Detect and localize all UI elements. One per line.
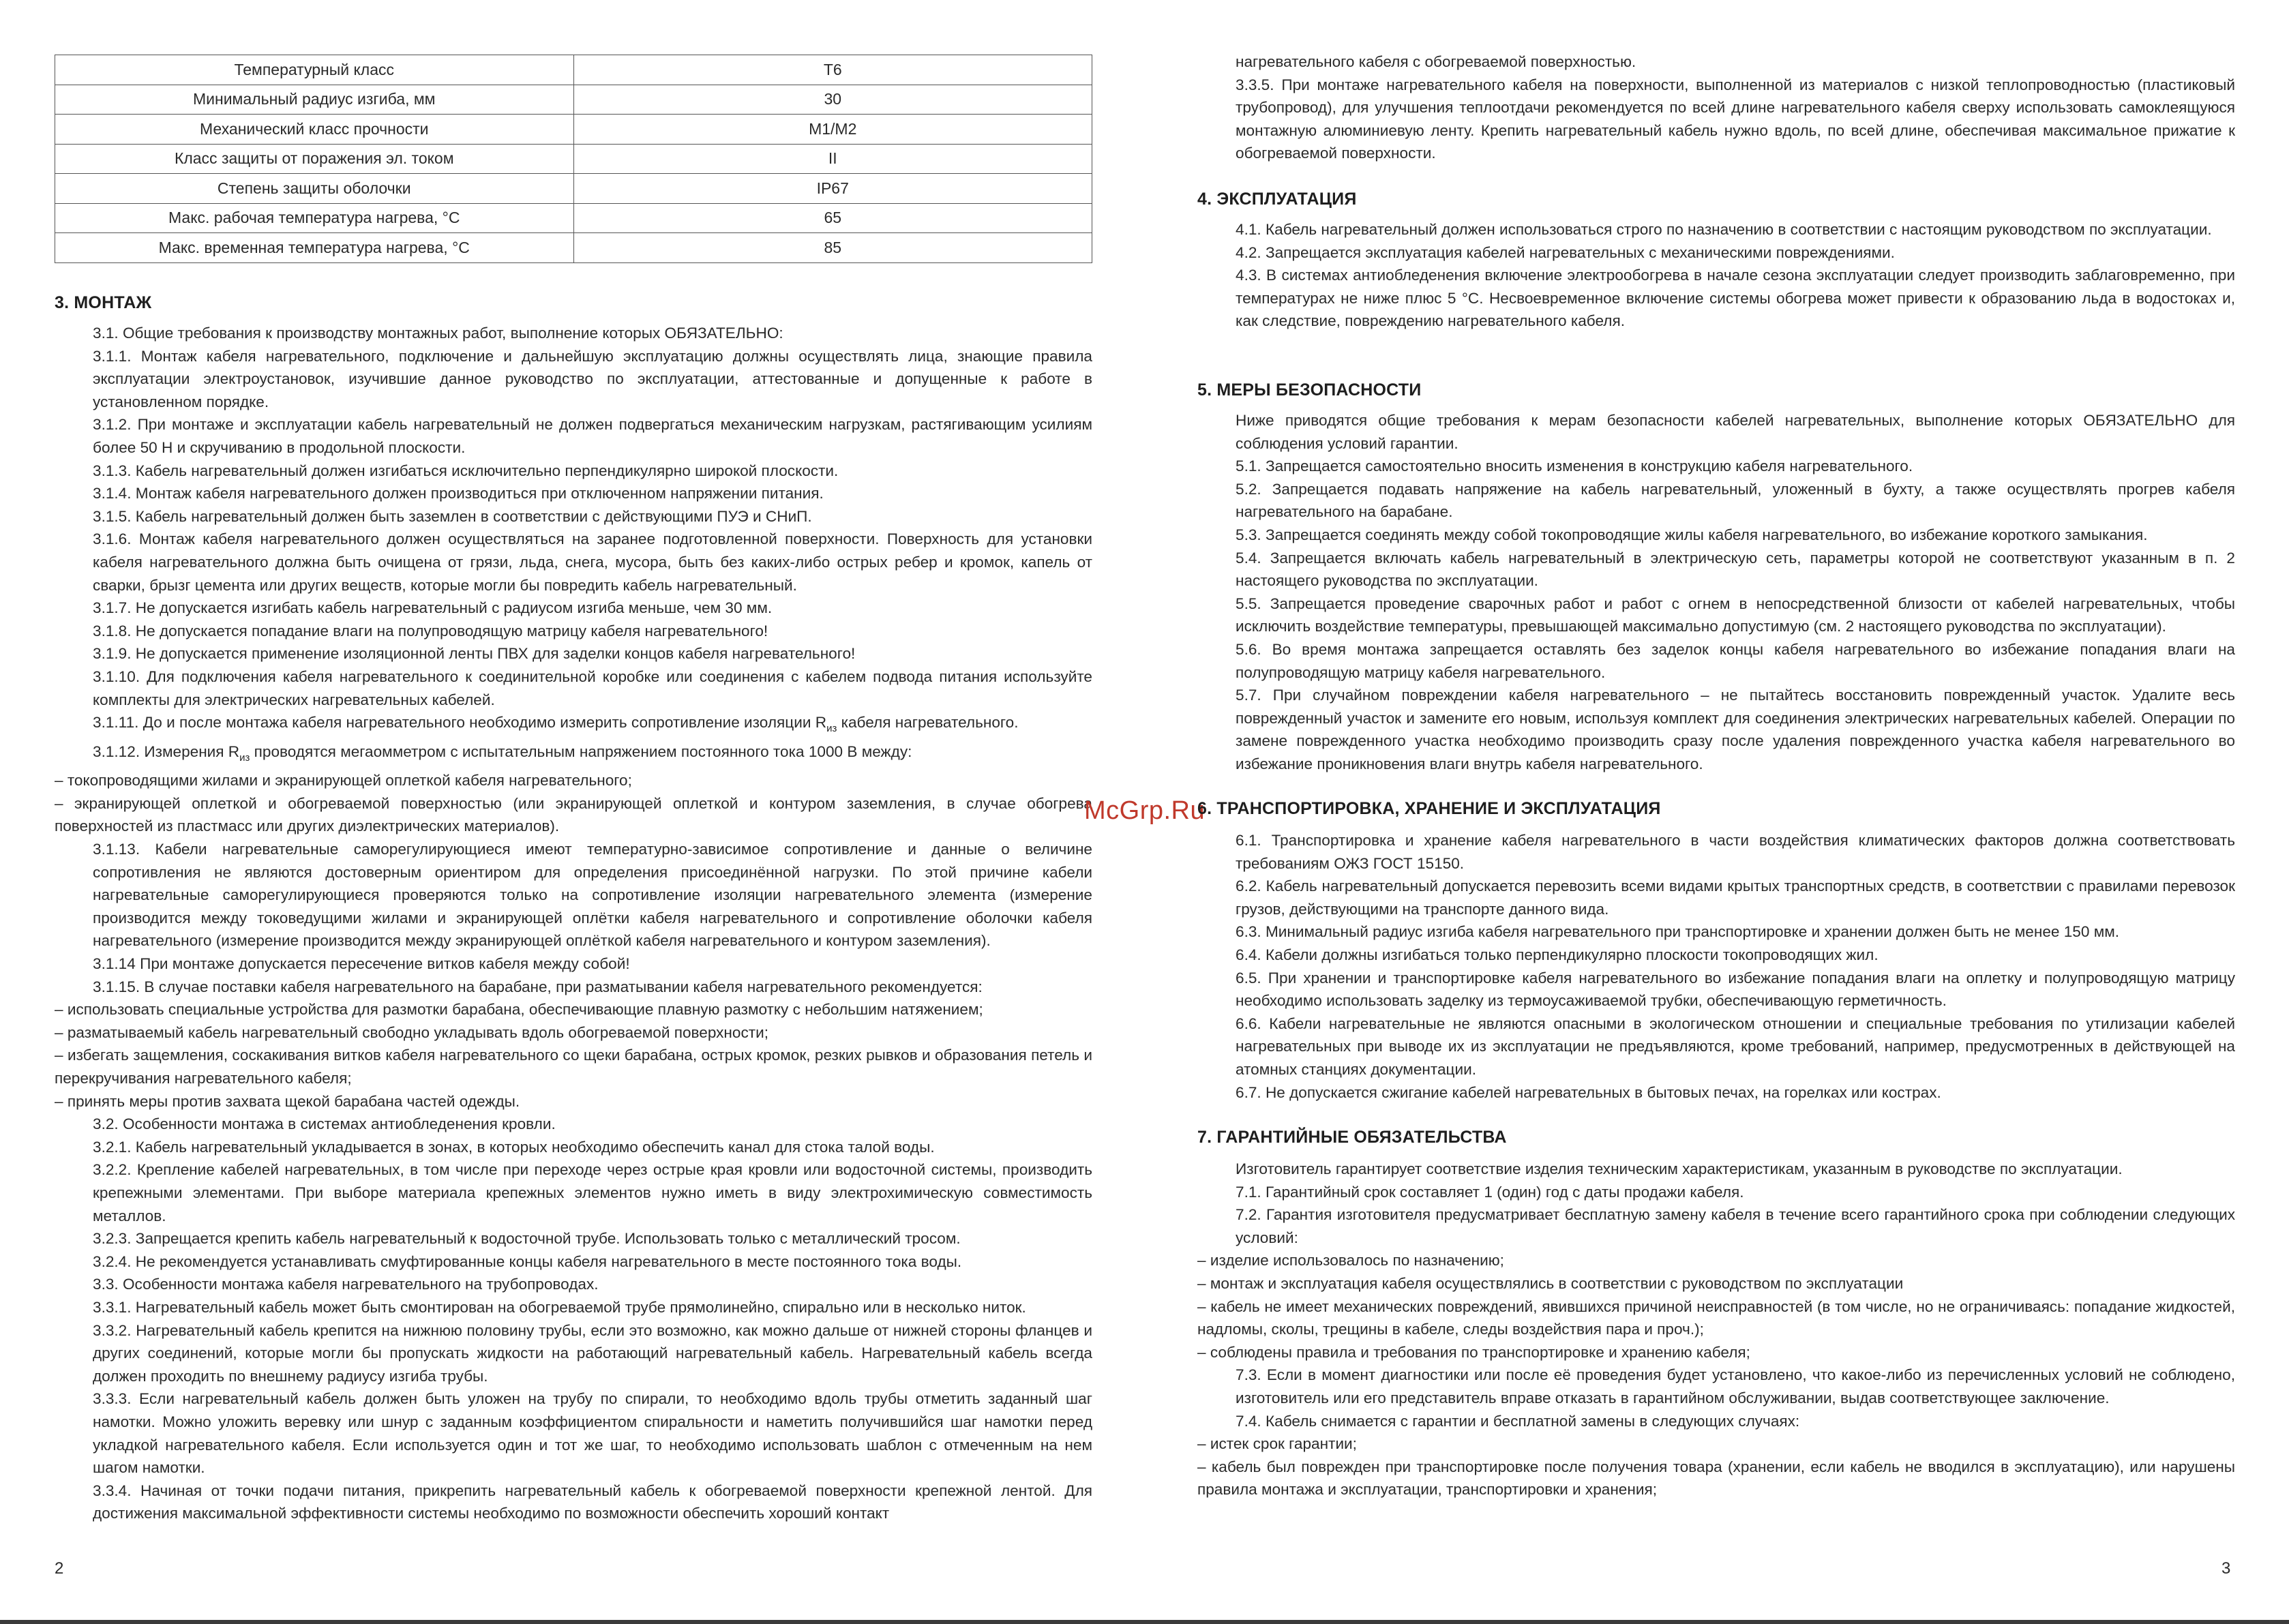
- section-7-title: 7. ГАРАНТИЙНЫЕ ОБЯЗАТЕЛЬСТВА: [1197, 1128, 1507, 1147]
- paragraph: 5.6. Во время монтажа запрещается оставлять без заделок концы кабеля нагревательного во избежание попадания влаги на полупроводящую матрицу кабеля нагревательного.: [1236, 640, 2235, 681]
- table-row: [55, 55, 1092, 85]
- paragraph: 3.3.3. Если нагревательный кабель должен быть уложен на трубу по спирали, то необходимо вдоль трубы отметить заданный шаг намотки. Можно уложить веревку или шнур с заданным коэффициентом спиральности и наметить получившийся шаг намотки перед укладкой нагревательного кабеля. Если используется один и тот же шаг, то необходимо использовать шаблон с отмеченным на нем шагом намотки.: [93, 1390, 1092, 1477]
- table-cell-param: Класс защиты от поражения эл. током: [55, 144, 574, 174]
- list-item: – разматываемый кабель нагревательный свободно укладывать вдоль обогреваемой поверхности;: [55, 1023, 769, 1041]
- paragraph: 5.2. Запрещается подавать напряжение на кабель нагревательный, уложенный в бухту, а также осуществлять прогрев кабеля нагревательного на барабане.: [1236, 480, 2235, 521]
- table-cell-value: 65: [573, 203, 1092, 233]
- table-row: [55, 85, 1092, 115]
- paragraph: 3.1.15. В случае поставки кабеля нагревательного на барабане, при разматывании кабеля нагревательного рекомендуется:: [93, 978, 983, 995]
- list-item: – избегать защемления, соскакивания витков кабеля нагревательного со щеки барабана, острых кромок, резких рывков и образования петель и перекручивания нагревательного кабеля;: [55, 1047, 1092, 1087]
- bottom-rule: [0, 1620, 2289, 1624]
- paragraph: 6.2. Кабель нагревательный допускается перевозить всеми видами крытых транспортных средств, в соответствии с правилами перевозок грузов, действующими на транспорте данного вида.: [1236, 877, 2235, 918]
- paragraph: 7.2. Гарантия изготовителя предусматривает бесплатную замену кабеля в течение всего гарантийного срока при соблюдении следующих условий:: [1236, 1206, 2235, 1246]
- table-row: [55, 203, 1092, 233]
- paragraph: 3.2.2. Крепление кабелей нагревательных, в том числе при переходе через острые края кровли или водосточной системы, производить крепежными элементами. При выборе материала крепежных элементов нужно иметь в виду электрохимическую совместимость металлов.: [93, 1161, 1092, 1224]
- subscript: из: [239, 751, 250, 764]
- paragraph: нагревательного кабеля с обогреваемой поверхностью.: [1236, 53, 1636, 70]
- section-6-body: [1236, 829, 2235, 1104]
- table-cell-param: Макс. временная температура нагрева, °С: [55, 233, 574, 263]
- paragraph: 6.6. Кабели нагревательные не являются опасными в экологическом отношении и специальные требования по утилизации кабелей нагревательных при выводе их из эксплуатации не предъявляются, кроме требований, например, предусмотренных в действующей на атомных станциях документации.: [1236, 1014, 2235, 1078]
- paragraph: 3.1.5. Кабель нагревательный должен быть заземлен в соответствии с действующими ПУЭ и СНиП.: [93, 507, 812, 525]
- paragraph: 4.3. В системах антиобледенения включение электрообогрева в начале сезона эксплуатации следует производить заблаговременно, при температурах не ниже плюс 5 °С. Несвоевременное включение системы обогрева может привести к образованию льда в водостоках и, как следствие, повреждению нагревательного кабеля.: [1236, 267, 2235, 330]
- paragraph: 5.3. Запрещается соединять между собой токопроводящие жилы кабеля нагревательного, во избежание короткого замыкания.: [1236, 526, 2148, 543]
- section-5-body: [1236, 409, 2235, 776]
- paragraph: 6.5. При хранении и транспортировке кабеля нагревательного во избежание попадания влаги на оплетку и полупроводящую матрицу необходимо использовать заделку из термоусаживаемой трубки, обеспечивающую герметичность.: [1236, 969, 2235, 1010]
- paragraph: 7.4. Кабель снимается с гарантии и бесплатной замены в следующих случаях:: [1236, 1412, 1800, 1430]
- paragraph: 7.3. Если в момент диагностики или после её проведения будет установлено, что какое-либо из перечисленных условий не соблюдено, изготовитель или его представитель вправе отказать в гарантийном обслуживании, выдав соответствующее заключение.: [1236, 1366, 2235, 1407]
- table-cell-value: 85: [573, 233, 1092, 263]
- table-row: [55, 144, 1092, 174]
- list-item: – монтаж и эксплуатация кабеля осуществлялись в соответствии с руководством по эксплуатации: [1197, 1274, 1904, 1292]
- paragraph: 3.1.13. Кабели нагревательные саморегулирующиеся имеют температурно-зависимое сопротивление и данные о величине сопротивления не являются достоверным ориентиром для определения присоединённой нагрузки. По этой причине кабели нагревательные саморегулирующиеся проверяются только на сопротивление изоляции нагревательного элемента (измерение производится между токоведущими жилами и экранирующей оплётки кабеля нагревательного и сопротивление оболочки кабеля нагревательного (измерение производится между экранирующей оплёткой кабеля нагревательного и контуром заземления).: [93, 841, 1092, 950]
- list-item: – изделие использовалось по назначению;: [1197, 1252, 1504, 1269]
- paragraph: [93, 711, 1092, 740]
- table-cell-param: Степень защиты оболочки: [55, 174, 574, 204]
- table-cell-param: Макс. рабочая температура нагрева, °С: [55, 203, 574, 233]
- subscript: из: [826, 723, 837, 735]
- section-3-continuation: [1236, 50, 2235, 165]
- section-6-title: 6. ТРАНСПОРТИРОВКА, ХРАНЕНИЕ И ЭКСПЛУАТАЦИЯ: [1197, 799, 1661, 818]
- section-3-body: [55, 322, 1092, 1525]
- paragraph: 3.3.1. Нагревательный кабель может быть смонтирован на обогреваемой трубе прямолинейно, спирально или в несколько ниток.: [93, 1298, 1026, 1316]
- table-cell-param: Температурный класс: [55, 55, 574, 85]
- paragraph: 3.1.3. Кабель нагревательный должен изгибаться исключительно перпендикулярно широкой плоскости.: [93, 462, 839, 479]
- paragraph: 3.1.14 При монтаже допускается пересечение витков кабеля между собой!: [93, 955, 630, 973]
- watermark: McGrp.Ru: [1084, 796, 1206, 825]
- section-3-title: 3. МОНТАЖ: [55, 293, 152, 312]
- paragraph: 6.3. Минимальный радиус изгиба кабеля нагревательного при транспортировке и хранении должен быть не менее 150 мм.: [1236, 923, 2120, 941]
- table-row: [55, 233, 1092, 263]
- paragraph: 3.1.9. Не допускается применение изоляционной ленты ПВХ для заделки концов кабеля нагревательного!: [93, 645, 856, 663]
- table-cell-value: Т6: [573, 55, 1092, 85]
- paragraph: 3.3.5. При монтаже нагревательного кабеля на поверхности, выполненной из материалов с низкой теплопроводностью (пластиковый трубопровод), для улучшения теплоотдачи рекомендуется по всей длине нагревательного кабеля сверху использовать самоклеящуюся монтажную алюминиевую ленту. Крепить нагревательный кабель нужно вдоль, по всей длине, обеспечивая максимальное прижатие к обогреваемой поверхности.: [1236, 76, 2235, 162]
- paragraph: 6.7. Не допускается сжигание кабелей нагревательных в бытовых печах, на горелках или кострах.: [1236, 1083, 1941, 1101]
- paragraph: 3.2.4. Не рекомендуется устанавливать смуфтированные концы кабеля нагревательного в месте постоянного тока воды.: [93, 1252, 962, 1270]
- text-span: 3.1.11. До и после монтажа кабеля нагревательного необходимо измерить сопротивление изоляции R: [93, 714, 827, 732]
- page-number-left: 2: [55, 1559, 64, 1578]
- paragraph: 3.1.2. При монтаже и эксплуатации кабель нагревательный не должен подвергаться механическим нагрузкам, растягивающим усилиям более 50 Н и скручиванию в продольной плоскости.: [93, 416, 1092, 456]
- paragraph: 3.2. Особенности монтажа в системах антиобледенения кровли.: [93, 1115, 556, 1133]
- list-item: – экранирующей оплеткой и обогреваемой поверхностью (или экранирующей оплеткой и контуром заземления, в случае обогрева поверхностей из пластмасс или других диэлектрических материалов).: [55, 794, 1092, 835]
- paragraph: 3.3.4. Начиная от точки подачи питания, прикрепить нагревательный кабель к обогреваемой поверхности крепежной лентой. Для достижения максимальной эффективности системы необходимо по возможности обеспечить хороший контакт: [93, 1482, 1092, 1522]
- paragraph: 7.1. Гарантийный срок составляет 1 (один) год с даты продажи кабеля.: [1236, 1183, 1744, 1201]
- table-cell-value: II: [573, 144, 1092, 174]
- section-4-title: 4. ЭКСПЛУАТАЦИЯ: [1197, 190, 1357, 209]
- paragraph: 3.1.7. Не допускается изгибать кабель нагревательный с радиусом изгиба меньше, чем 30 мм.: [93, 599, 773, 617]
- paragraph: 3.1.4. Монтаж кабеля нагревательного должен производиться при отключенном напряжении питания.: [93, 485, 824, 502]
- paragraph: 3.2.3. Запрещается крепить кабель нагревательный к водосточной трубе. Использовать только с металлический тросом.: [93, 1230, 961, 1248]
- table-cell-value: 30: [573, 85, 1092, 115]
- table-cell-value: IP67: [573, 174, 1092, 204]
- paragraph: 3.3. Особенности монтажа кабеля нагревательного на трубопроводах.: [93, 1276, 599, 1293]
- paragraph: Ниже приводятся общие требования к мерам безопасности кабелей нагревательных, выполнение которых ОБЯЗАТЕЛЬНО для соблюдения условий гарантии.: [1236, 412, 2235, 452]
- paragraph: 6.1. Транспортировка и хранение кабеля нагревательного в части воздействия климатических факторов должна соответствовать требованиям ОЖЗ ГОСТ 15150.: [1236, 832, 2235, 872]
- spec-table: [55, 55, 1092, 263]
- list-item: – токопроводящими жилами и экранирующей оплеткой кабеля нагревательного;: [55, 772, 632, 790]
- paragraph: 5.5. Запрещается проведение сварочных работ и работ с огнем в непосредственной близости от кабелей нагревательных, чтобы исключить воздействие температуры, превышающей максимально допустимую (см. 2 настоящего руководства по эксплуатации).: [1236, 595, 2235, 635]
- section-4-body: [1236, 218, 2235, 333]
- paragraph: Изготовитель гарантирует соответствие изделия техническим характеристикам, указанным в руководстве по эксплуатации.: [1236, 1160, 2123, 1177]
- paragraph: 5.4. Запрещается включать кабель нагревательный в электрическую сеть, параметры которой не соответствуют указанным в п. 2 настоящего руководства по эксплуатации.: [1236, 549, 2235, 590]
- paragraph: 3.1.1. Монтаж кабеля нагревательного, подключение и дальнейшую эксплуатацию должны осуществлять лица, знающие правила эксплуатации электроустановок, изучившие данное руководство по эксплуатации, аттестованные и допущенные к работе в установленном порядке.: [93, 347, 1092, 410]
- text-span: 3.1.12. Измерения R: [93, 742, 240, 760]
- paragraph: [93, 740, 1092, 770]
- paragraph: 3.2.1. Кабель нагревательный укладывается в зонах, в которых необходимо обеспечить канал для стока талой воды.: [93, 1138, 935, 1156]
- list-item: – использовать специальные устройства для размотки барабана, обеспечивающие плавную размотку с небольшим натяжением;: [55, 1001, 983, 1019]
- paragraph: 6.4. Кабели должны изгибаться только перпендикулярно плоскости токопроводящих жил.: [1236, 946, 1879, 963]
- section-7-body: [1197, 1158, 2235, 1501]
- table-row: [55, 115, 1092, 145]
- table-cell-param: Механический класс прочности: [55, 115, 574, 145]
- paragraph: 3.1.6. Монтаж кабеля нагревательного должен осуществляться на заранее подготовленной поверхности. Поверхность для установки кабеля нагревательного должна быть очищена от грязи, льда, снега, мусора, быть без каких-либо острых ребер и кромок, капель от сварки, брызг цемента или других веществ, которые могли бы повредить кабель нагревательный.: [93, 530, 1092, 594]
- section-5-title: 5. МЕРЫ БЕЗОПАСНОСТИ: [1197, 380, 1422, 400]
- paragraph: 3.3.2. Нагревательный кабель крепится на нижнюю половину трубы, если это возможно, как можно дальше от нижней стороны фланцев и других соединений, которые могли бы пропускать жидкости на работающий нагревательный кабель. Нагревательный кабель всегда должен проходить по внешнему радиусу изгиба трубы.: [93, 1321, 1092, 1385]
- table-row: [55, 174, 1092, 204]
- table-cell-value: M1/M2: [573, 115, 1092, 145]
- paragraph: 3.1.8. Не допускается попадание влаги на полупроводящую матрицу кабеля нагревательного!: [93, 622, 768, 640]
- paragraph: 5.7. При случайном повреждении кабеля нагревательного – не пытайтесь восстановить поврежденный участок. Удалите весь поврежденный участок и замените его новым, используя комплект для соединения электрических нагревательных кабелей. Операции по замене поврежденного участка необходимо производить сразу после удаления поврежденного участка кабеля нагревательного во избежание проникновения влаги внутрь кабеля нагревательного.: [1236, 687, 2235, 772]
- paragraph: 5.1. Запрещается самостоятельно вносить изменения в конструкцию кабеля нагревательного.: [1236, 457, 1913, 475]
- list-item: – принять меры против захвата щекой барабана частей одежды.: [55, 1092, 520, 1110]
- table-cell-param: Минимальный радиус изгиба, мм: [55, 85, 574, 115]
- list-item: – кабель не имеет механических повреждений, явившихся причиной неисправностей (в том числе, но не ограничиваясь: попадание жидкостей, надломы, сколы, трещины в кабеле, следы воздействия пара и проч.);: [1197, 1297, 2235, 1338]
- list-item: – соблюдены правила и требования по транспортировке и хранению кабеля;: [1197, 1343, 1750, 1361]
- list-item: – истек срок гарантии;: [1197, 1435, 1357, 1453]
- text-span: проводятся мегаомметром с испытательным напряжением постоянного тока 1000 В между:: [250, 742, 912, 760]
- paragraph: 3.1.10. Для подключения кабеля нагревательного к соединительной коробке или соединения с кабелем подвода питания используйте комплекты для электрических нагревательных кабелей.: [93, 667, 1092, 708]
- text-span: кабеля нагревательного.: [837, 714, 1019, 732]
- paragraph: 4.1. Кабель нагревательный должен использоваться строго по назначению в соответствии с настоящим руководством по эксплуатации.: [1236, 221, 2212, 238]
- list-item: – кабель был поврежден при транспортировке после получения товара (хранении, если кабель не вводился в эксплуатацию), или нарушены правила монтажа и эксплуатации, транспортировки и хранения;: [1197, 1458, 2235, 1499]
- paragraph: 3.1. Общие требования к производству монтажных работ, выполнение которых ОБЯЗАТЕЛЬНО:: [93, 325, 783, 342]
- page-number-right: 3: [2221, 1559, 2231, 1578]
- paragraph: 4.2. Запрещается эксплуатация кабелей нагревательных с механическими повреждениями.: [1236, 243, 1895, 261]
